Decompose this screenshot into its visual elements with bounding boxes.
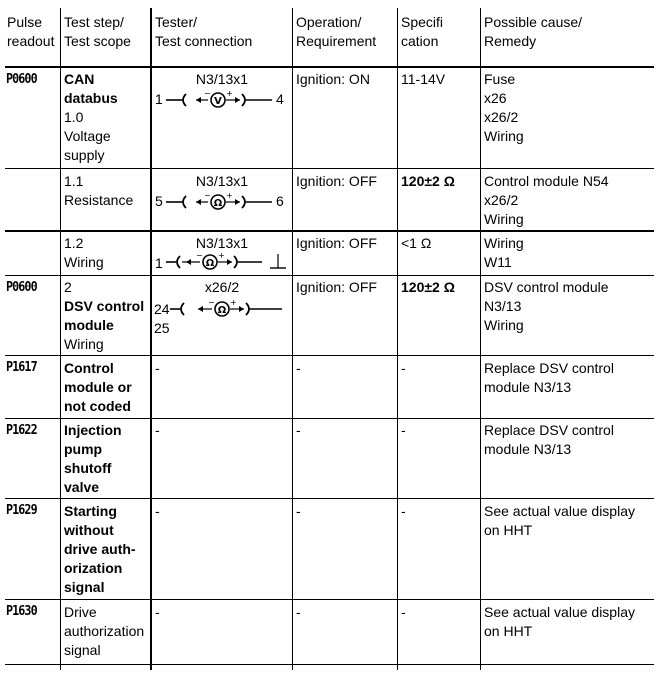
spec-text: <1 Ω [401,235,432,251]
meter-symbol: V [214,96,222,107]
step-text: authorization [64,623,145,639]
col-sep-2b [151,8,152,670]
col-sep-4 [397,8,398,670]
cause-text: Wiring [484,128,524,144]
rule-header-2 [5,67,654,68]
step-text: Drive [64,604,97,620]
tester-text: - [155,422,160,438]
cause-text: x26/2 [484,192,519,208]
cause-text: W11 [484,254,512,270]
pulse-code: P1622 [6,423,37,438]
step-text: signal [64,642,101,658]
spec-text: - [401,422,406,438]
col-sep-1 [60,8,61,670]
col-sep-5 [480,8,481,670]
operation-text: - [296,604,301,620]
cause-text: on HHT [484,522,533,538]
voltmeter-diagram-icon [166,88,274,110]
pin-right: 6 [276,193,284,209]
svg-text:−: − [196,251,203,260]
step-text: Voltage [64,128,111,144]
header-pulse-2: readout [7,33,55,49]
tester-text: - [155,503,160,519]
cause-text: See actual value display [484,503,635,519]
col-sep-3 [292,8,293,670]
rule-row-5 [5,418,654,419]
cause-text: Wiring [484,235,524,251]
spec-text: 120±2 Ω [401,173,455,189]
step-text: not coded [64,398,131,414]
tester-connector: N3/13x1 [195,173,249,189]
header-operation-2: Requirement [296,33,377,49]
cause-text: x26/2 [484,109,519,125]
operation-text: Ignition: ON [296,71,370,87]
step-text: pump [64,441,103,457]
step-text: Resistance [64,192,134,208]
rule-row-2b [5,231,654,232]
rule-row-1 [5,168,654,169]
tester-connector: x26/2 [204,279,240,295]
ohmmeter-diagram-icon [170,297,286,319]
svg-text:+: + [226,89,233,98]
svg-text:+: + [226,191,233,200]
pulse-code: P1630 [6,604,37,619]
tester-text: - [155,360,160,376]
header-tester-2: Test connection [155,33,253,49]
pulse-code: P1629 [6,503,37,518]
rule-row-4 [5,355,654,356]
cause-text: Replace DSV control [484,360,614,376]
cause-text: N3/13 [484,298,522,314]
meter-symbol: Ω [217,305,227,316]
pin-left: 1 [155,255,163,271]
spec-text: - [401,503,406,519]
header-tester-1: Tester/ [155,14,198,30]
header-spec-2: cation [401,33,439,49]
step-text: Control [64,360,114,376]
step-text: Starting [64,503,117,519]
cause-text: See actual value display [484,604,635,620]
svg-text:+: + [218,251,225,260]
cause-text: Fuse [484,71,516,87]
pulse-code: P0600 [6,280,37,295]
spec-text: - [401,604,406,620]
cause-text: module N3/13 [484,379,572,395]
pulse-code: P1617 [6,360,37,375]
rule-row-7 [5,599,654,600]
step-text: shutoff [64,460,112,476]
step-text: databus [64,90,118,106]
step-text: 1.0 [64,109,84,125]
step-text: 1.1 [64,173,84,189]
rule-bottom [5,664,654,665]
tester-connector: N3/13x1 [195,235,249,251]
pin-left-2: 25 [154,320,170,336]
pin-left: 24 [154,301,170,317]
step-text: supply [64,147,105,163]
svg-text:+: + [230,298,237,307]
step-text: valve [64,479,100,495]
step-text: signal [64,579,105,595]
step-text: CAN [64,71,95,87]
operation-text: Ignition: OFF [296,279,377,295]
step-text: module or [64,379,132,395]
pulse-code: P0600 [6,72,37,87]
svg-text:−: − [204,191,211,200]
step-text: Wiring [64,254,104,270]
cause-text: Replace DSV control [484,422,614,438]
pin-right: 4 [276,91,284,107]
cause-text: Control module N54 [484,173,609,189]
step-text: DSV control [64,298,145,314]
operation-text: - [296,503,301,519]
tester-text: - [155,604,160,620]
operation-text: Ignition: OFF [296,173,377,189]
header-step-2: Test scope [64,33,131,49]
spec-text: - [401,360,406,376]
step-text: orization [64,560,123,576]
header-step-1: Test step/ [64,14,124,30]
meter-symbol: Ω [213,198,223,209]
step-text: drive auth- [64,541,136,557]
header-cause-2: Remedy [484,33,537,49]
header-pulse-1: Pulse [7,14,43,30]
cause-text: module N3/13 [484,441,572,457]
step-text: Injection [64,422,122,438]
operation-text: - [296,360,301,376]
cause-text: on HHT [484,623,533,639]
step-text: 1.2 [64,235,84,251]
operation-text: Ignition: OFF [296,235,377,251]
svg-text:−: − [208,298,215,307]
spec-text: 120±2 Ω [401,279,455,295]
meter-symbol: Ω [205,258,215,269]
cause-text: DSV control module [484,279,609,295]
rule-row-3 [5,275,654,276]
rule-row-6 [5,498,654,499]
ohmmeter-diagram-icon [166,190,274,212]
ohmmeter-ground-diagram-icon [166,250,290,274]
cause-text: Wiring [484,317,524,333]
tester-connector: N3/13x1 [195,71,249,87]
header-cause-1: Possible cause/ [484,14,583,30]
step-text: without [64,522,114,538]
cause-text: Wiring [484,211,524,227]
pin-left: 5 [155,193,163,209]
header-spec-1: Specifi [401,14,444,30]
pin-left: 1 [155,91,163,107]
step-text: 2 [64,279,72,295]
cause-text: x26 [484,90,507,106]
spec-text: 11-14V [401,71,446,87]
svg-text:−: − [204,89,211,98]
step-text: module [64,317,114,333]
operation-text: - [296,422,301,438]
header-operation-1: Operation/ [296,14,362,30]
step-text: Wiring [64,336,104,352]
